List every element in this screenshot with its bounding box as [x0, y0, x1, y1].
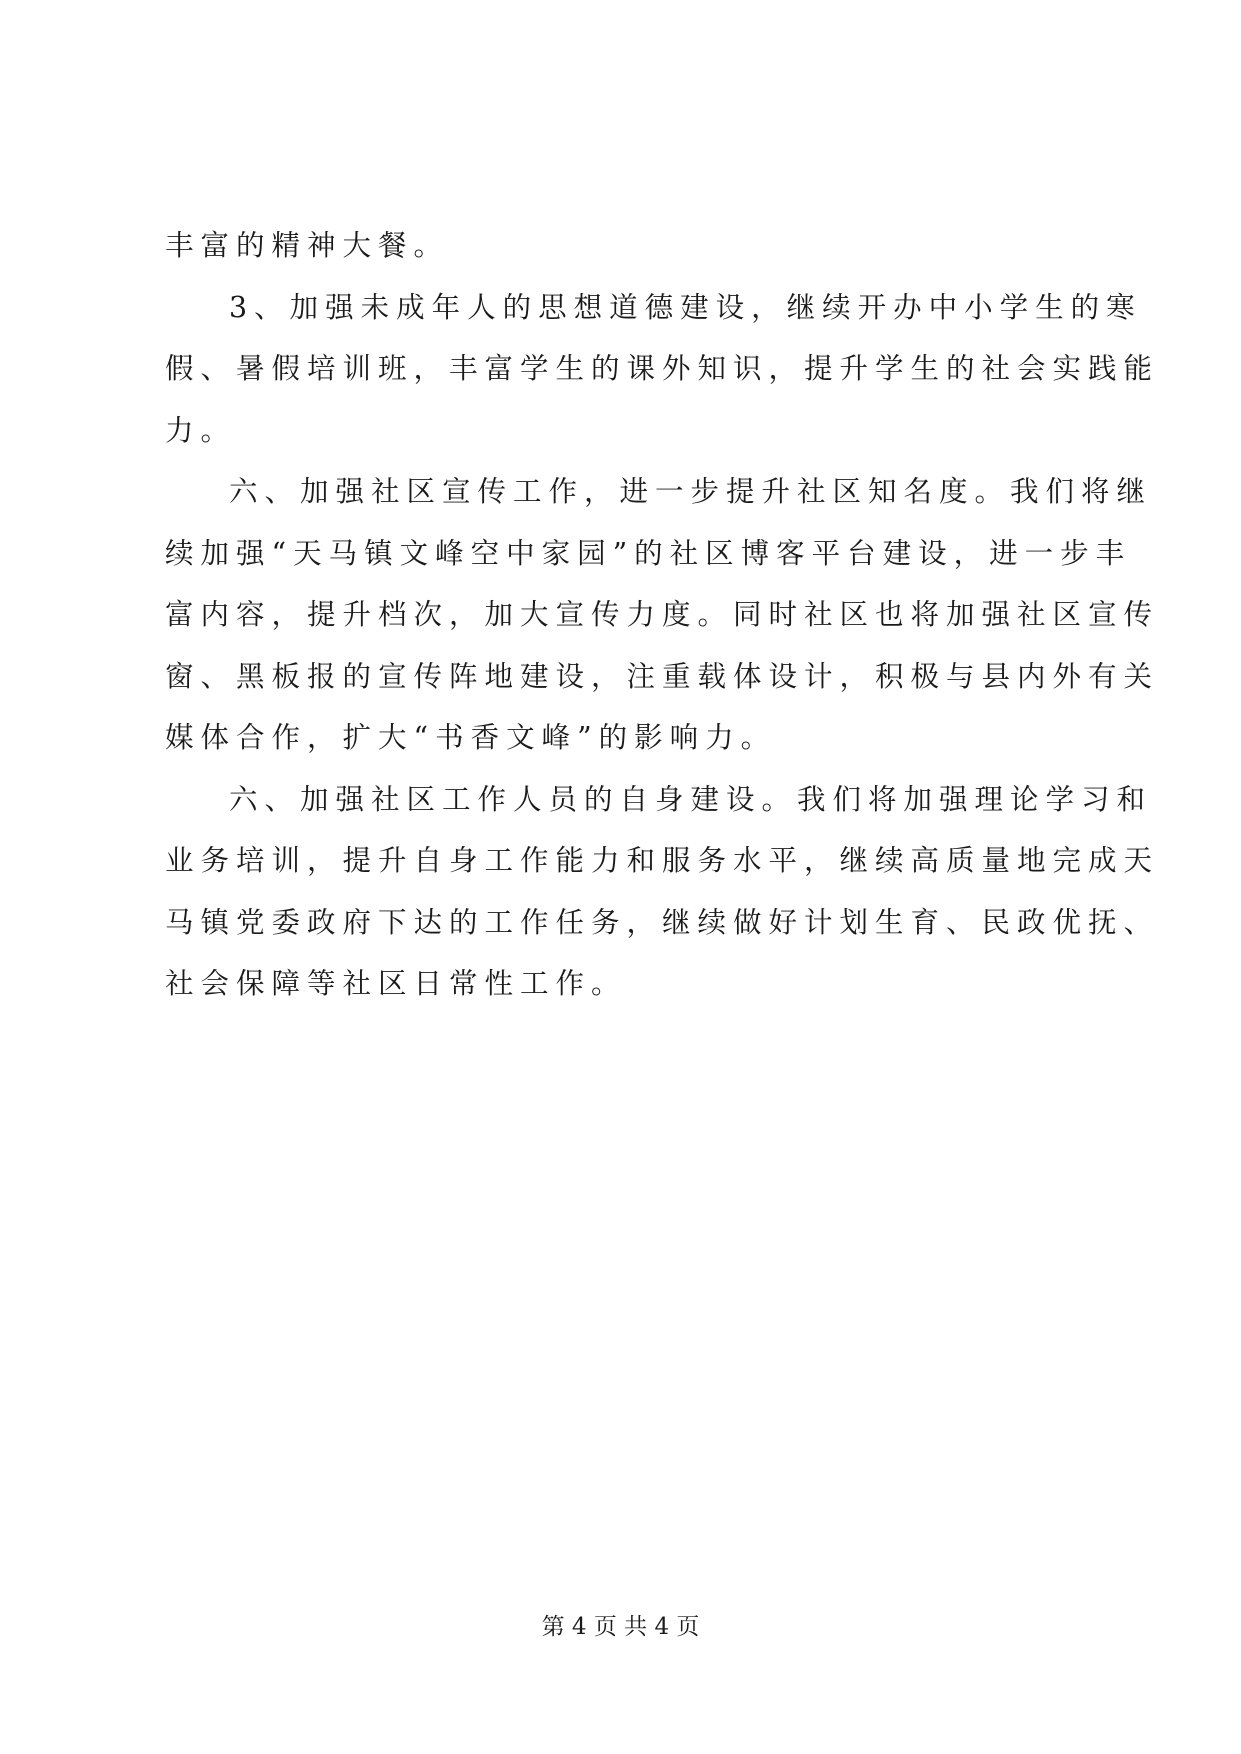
- paragraph-line: 续加强“天马镇文峰空中家园”的社区博客平台建设，进一步丰: [165, 536, 1132, 570]
- paragraph-line: 假、暑假培训班，丰富学生的课外知识，提升学生的社会实践能: [165, 352, 1160, 385]
- paragraph-line: 社会保障等社区日常性工作。: [165, 967, 627, 1000]
- paragraph-line: 富内容，提升档次，加大宣传力度。同时社区也将加强社区宣传: [165, 598, 1160, 631]
- paragraph-line: 六、加强社区宣传工作，进一步提升社区知名度。我们将继: [229, 475, 1153, 508]
- body-text: [165, 228, 1160, 1028]
- paragraph-line: 力。: [165, 413, 237, 447]
- paragraph-line: 丰富的精神大餐。: [165, 229, 450, 262]
- paragraph-line: 六、加强社区工作人员的自身建设。我们将加强理论学习和: [229, 782, 1153, 816]
- paragraph-line: 业务培训，提升自身工作能力和服务水平，继续高质量地完成天: [165, 844, 1160, 877]
- paragraph-line: 马镇党委政府下达的工作任务，继续做好计划生育、民政优抚、: [165, 905, 1160, 939]
- paragraph-line: 媒体合作，扩大“书香文峰”的影响力。: [165, 721, 777, 754]
- paragraph-line: 3、加强未成年人的思想道德建设，继续开办中小学生的寒: [229, 290, 1142, 324]
- paragraph-line: 窗、黑板报的宣传阵地建设，注重载体设计，积极与县内外有关: [165, 659, 1160, 693]
- page-number-footer: 第 4 页 共 4 页: [541, 1614, 700, 1640]
